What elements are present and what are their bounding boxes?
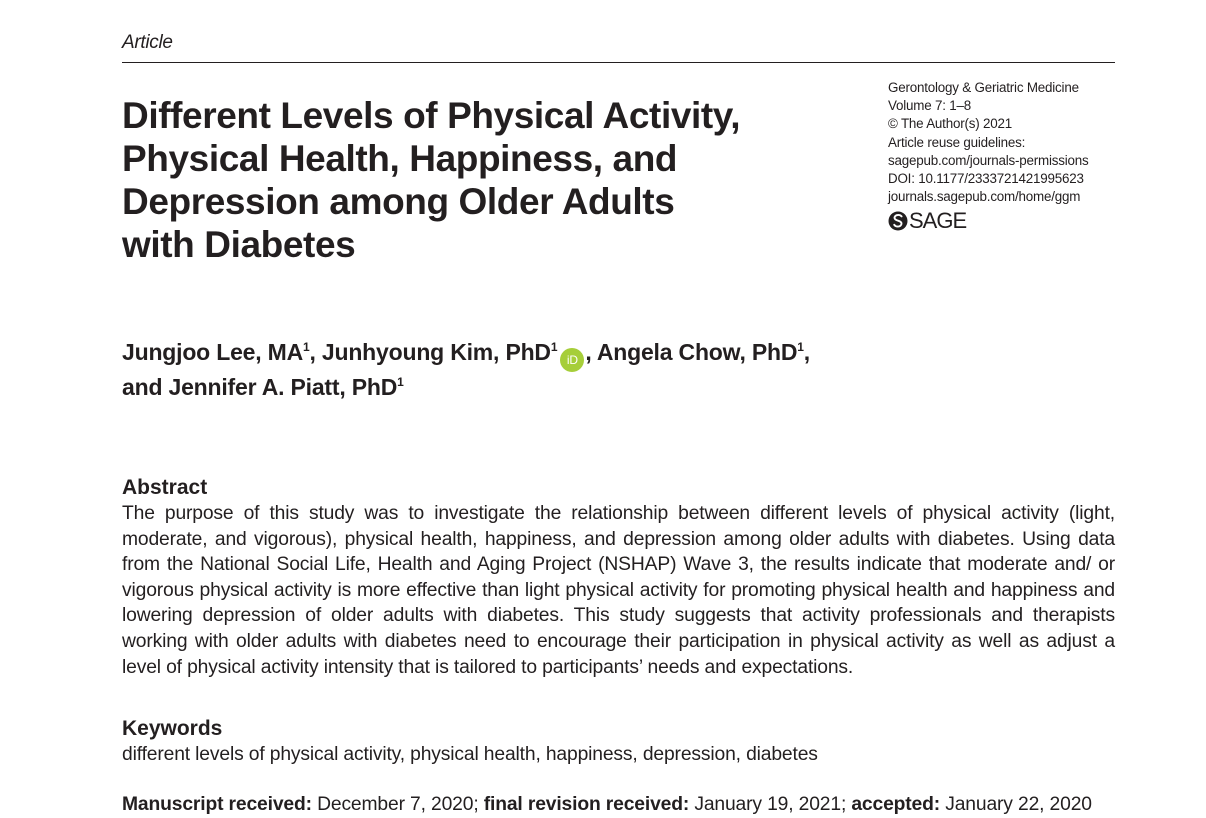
title-line: Depression among Older Adults (122, 181, 675, 222)
journal-volume: Volume 7: 1–8 (888, 98, 972, 114)
received-date: December 7, 2020; (311, 794, 484, 815)
author-conjunction: and (122, 374, 169, 400)
title-line: Physical Health, Happiness, and (122, 138, 678, 179)
abstract-text: The purpose of this study was to investigate the relationship between different levels of physical activity (light, moderate, and vigorous), physical health, happiness, and depression among older adults with diabetes. Using data from the National Social Life, Health and Aging Project (NSHAP) Wave 3, the results indicate that moderate and/ or vigorous physical activity is more effective than light physical activity for promoting physical health and happiness and lowering depression of older adults with diabetes. This study suggests that activity professionals and therapists working with older adults with diabetes need to encourage their participation in physical activity as well as adjust a level of physical activity intensity that is tailored to participants’ needs and expectations. (122, 503, 1115, 678)
journal-home-link[interactable]: journals.sagepub.com/home/ggm (888, 189, 1081, 205)
manuscript-history (122, 792, 1115, 818)
author-list: Jungjoo Lee, $MA^1$, Junhyoung Kim, PhD$^1$iD , Angela Chow, PhD$^1$, and Jennifer A. Piatt, PhD$^1$ (122, 339, 810, 400)
article-page (122, 0, 1115, 815)
author-name: Junhyoung Kim, PhD (321, 339, 551, 365)
journal-name: Gerontology & Geriatric Medicine (888, 80, 1079, 95)
journal-info (888, 79, 1118, 206)
keywords-heading: Keywords (122, 717, 223, 740)
sage-s-icon (888, 209, 908, 233)
affiliation-marker: 1 (303, 340, 310, 354)
reuse-guidelines-link[interactable]: sagepub.com/journals-permissions (888, 152, 1089, 168)
keywords-text: different levels of physical activity, physical health, happiness, depression, diabetes (122, 744, 818, 765)
sage-wordmark: SAGE (909, 208, 967, 233)
orcid-icon[interactable]: iD (560, 348, 584, 372)
article-title (122, 94, 802, 266)
author-name: Jennifer A. Piatt, PhD (168, 374, 398, 400)
author-name: Angela Chow, PhD (596, 339, 798, 365)
accepted-label: accepted: (851, 794, 941, 815)
accepted-date: January 22, 2020 (940, 794, 1092, 815)
doi-link[interactable]: DOI: 10.1177/2333721421995623 (888, 171, 1084, 187)
affiliation-marker: 1 (797, 340, 804, 354)
affiliation-marker: 1 (397, 375, 404, 389)
sage-logo (888, 208, 966, 234)
title-line: Different Levels of Physical Activity, (122, 95, 741, 136)
copyright-line: © The Author(s) 2021 (888, 116, 1012, 132)
abstract-heading: Abstract (122, 476, 208, 499)
title-line: with Diabetes (122, 224, 356, 265)
final-revision-date: January 19, 2021; (689, 794, 852, 815)
received-label: Manuscript received: (122, 794, 312, 815)
reuse-guidelines-label: Article reuse guidelines: (888, 134, 1026, 150)
author-name: Jungjoo Lee, MA (122, 339, 304, 365)
header-rule (122, 62, 1115, 63)
affiliation-marker: 1 (550, 340, 558, 354)
article-type-label: Article (122, 32, 173, 53)
final-revision-label: final revision received: (483, 794, 690, 815)
